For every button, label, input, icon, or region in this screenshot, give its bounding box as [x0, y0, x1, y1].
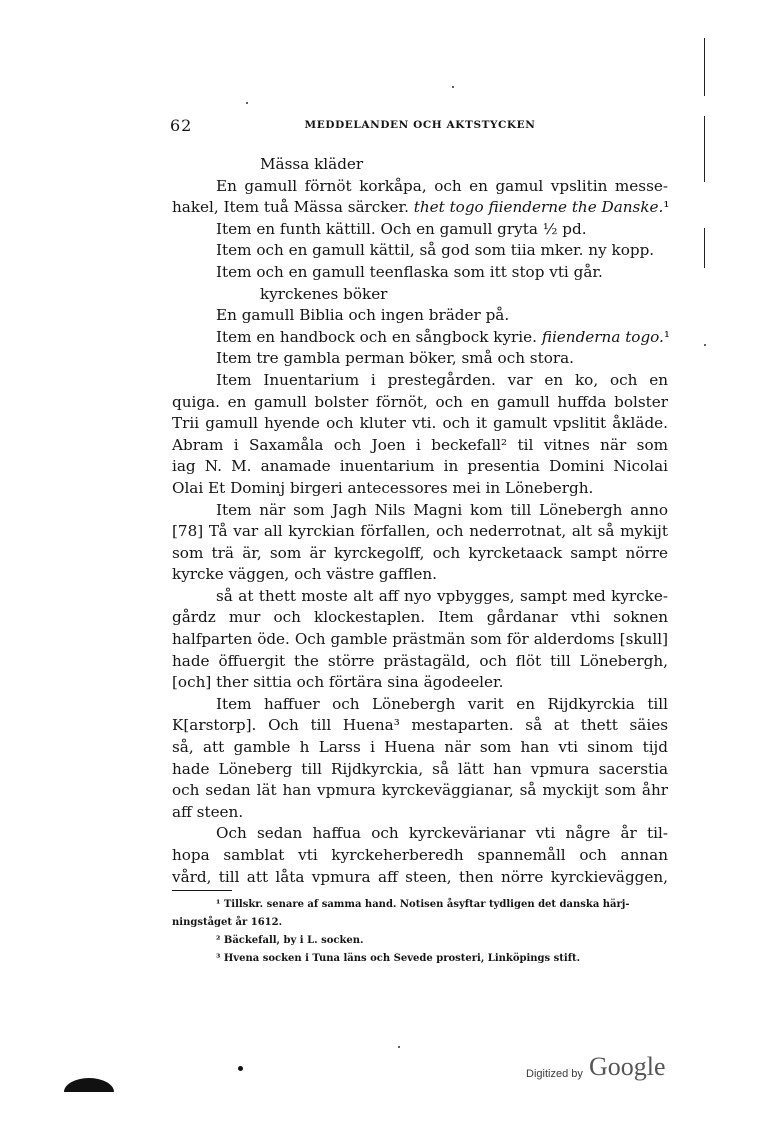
text-line-content: halfparten öde. Och gamble prästmän som för alderdoms [skull]: [172, 630, 668, 649]
text-line: [172, 586, 668, 608]
text-line-content: Trii gamull hyende och kluter vti. och it gamult vpslitit åkläde.: [172, 414, 668, 433]
text-line-content: quiga. en gamull bolster förnöt, och en gamull huffda bolster: [172, 392, 668, 411]
text-line: [172, 435, 668, 457]
text-line-content: Item en funth kättill. Och en gamull gryta ½ pd.: [216, 219, 587, 238]
page-header: [170, 116, 670, 136]
text-line: [172, 715, 668, 737]
page-number: 62: [170, 116, 193, 135]
footnote-rule: [172, 890, 232, 891]
text-line-content: En gamull förnöt korkåpa, och en gamul vpslitin messe-: [216, 176, 668, 195]
text-line-content: så at thett moste alt aff nyo vpbygges, sampt med kyrcke-: [216, 586, 668, 605]
text-line: [172, 392, 668, 414]
text-line: [172, 327, 668, 349]
text-line: [172, 867, 668, 889]
text-line-content: gårdz mur och klockestaplen. Item gårdanar vthi soknen: [172, 608, 668, 627]
text-line: [172, 823, 668, 845]
text-line: [172, 370, 668, 392]
text-line: [172, 348, 668, 370]
text-line-content: [78] Tå var all kyrckian förfallen, och nederrotnat, alt så mykijt: [172, 522, 668, 541]
text-line: [172, 521, 668, 543]
footnote-line: ningståget år 1612.: [172, 917, 283, 928]
text-line-content: som trä är, som är kyrckegolff, och kyrcketaack sampt nörre: [172, 543, 668, 562]
text-line-content: kyrckenes böker: [260, 284, 388, 303]
text-line: [172, 284, 668, 306]
scan-margin-line: [704, 228, 705, 268]
text-line: [172, 651, 668, 673]
text-line-content: Item när som Jagh Nils Magni kom till Lönebergh anno: [216, 500, 668, 519]
text-line-content: En gamull Biblia och ingen bräder på.: [216, 306, 510, 325]
scan-margin-line: [704, 38, 705, 96]
text-line-content: Och sedan haffua och kyrckevärianar vti någre år til-: [216, 824, 668, 843]
footnote-marker: ¹: [663, 327, 670, 346]
text-line-content: Olai Et Dominj birgeri antecessores mei in Lönebergh.: [172, 478, 594, 497]
text-line: [172, 219, 668, 241]
text-line-content: K[arstorp]. Och till Huena³ mestaparten. så at thett säies: [172, 716, 668, 735]
text-line-content: [och] ther sittia och förtära sina ägodeeler.: [172, 673, 504, 692]
digitized-by-google-watermark: [526, 1052, 686, 1086]
body-text: [172, 154, 668, 888]
text-line-content: Mässa kläder: [260, 155, 364, 173]
scan-speck: [246, 102, 248, 104]
text-line: [172, 197, 668, 219]
text-line-content: Item Inuentarium i prestegården. var en ko, och en: [216, 370, 668, 389]
text-line: [172, 262, 668, 284]
text-line: [172, 802, 668, 824]
text-line-content: Item haffuer och Lönebergh varit en Rijdkyrckia till: [216, 694, 668, 713]
italic-annotation: thet togo fiienderne the Danske.: [413, 198, 664, 217]
google-logo-text: Google: [589, 1052, 666, 1081]
text-line: [172, 759, 668, 781]
text-line-content: och sedan lät han vpmura kyrckeväggianar, så myckijt som åhr: [172, 781, 668, 800]
text-line: [172, 780, 668, 802]
text-line: [172, 607, 668, 629]
running-title: MEDDELANDEN OCH AKTSTYCKEN: [304, 119, 536, 131]
text-line: [172, 478, 668, 500]
text-line: [172, 629, 668, 651]
scan-speck: [452, 86, 454, 88]
text-line: [172, 500, 668, 522]
text-line: [172, 845, 668, 867]
text-line-content: så, att gamble h Larss i Huena när som han vti sinom tijd: [172, 738, 668, 757]
scan-shadow: [64, 1078, 114, 1092]
scan-dot: [238, 1066, 243, 1071]
text-line: [172, 737, 668, 759]
text-line: [172, 672, 668, 694]
footnote-line: ² Bäckefall, by i L. socken.: [216, 935, 364, 946]
watermark-small-text: Digitized by: [526, 1068, 583, 1080]
scan-speck: [704, 344, 706, 346]
footnote-line: ¹ Tillskr. senare af samma hand. Notisen åsyftar tydligen det danska härj-: [216, 899, 630, 910]
scan-speck: [398, 1046, 400, 1048]
text-line-content: Item och en gamull teenflaska som itt stop vti går.: [216, 262, 603, 281]
text-line: [172, 154, 668, 176]
text-line-content: hade öffuergit the större prästagäld, och flöt till Lönebergh,: [172, 651, 668, 670]
text-line-content: kyrcke väggen, och västre gafflen.: [172, 565, 437, 584]
text-line-content: hopa samblat vti kyrckeherberedh spannemåll och annan: [172, 846, 668, 864]
text-line-content: Item en handbock och en sångbock kyrie.: [216, 327, 542, 346]
text-line: [172, 543, 668, 565]
text-line-content: aff steen.: [172, 802, 244, 821]
text-line: [172, 413, 668, 435]
text-line: [172, 176, 668, 198]
footnote-line: ³ Hvena socken i Tuna läns och Sevede prosteri, Linköpings stift.: [216, 953, 581, 964]
text-line: [172, 564, 668, 586]
text-line-content: hakel, Item tuå Mässa särcker.: [172, 198, 414, 217]
text-line-content: Item och en gamull kättil, så god som tiia mker. ny kopp.: [216, 241, 655, 260]
italic-annotation: fiienderna togo.: [541, 327, 664, 346]
scan-margin-line: [704, 116, 705, 182]
text-line-content: iag N. M. anamade inuentarium in presentia Domini Nicolai: [172, 457, 668, 476]
footnote-marker: ¹: [663, 198, 670, 217]
text-line-content: Item tre gambla perman böker, små och stora.: [216, 349, 574, 368]
footnotes: [172, 896, 668, 968]
text-line: [172, 694, 668, 716]
text-line: [172, 305, 668, 327]
text-line-content: hade Löneberg till Rijdkyrckia, så lätt han vpmura sacerstia: [172, 759, 668, 778]
text-line-content: vård, till att låta vpmura aff steen, then nörre kyrckieväggen,: [172, 867, 668, 886]
text-line: [172, 456, 668, 478]
text-line-content: Abram i Saxamåla och Joen i beckefall² til vitnes när som: [172, 435, 668, 454]
text-line: [172, 240, 668, 262]
